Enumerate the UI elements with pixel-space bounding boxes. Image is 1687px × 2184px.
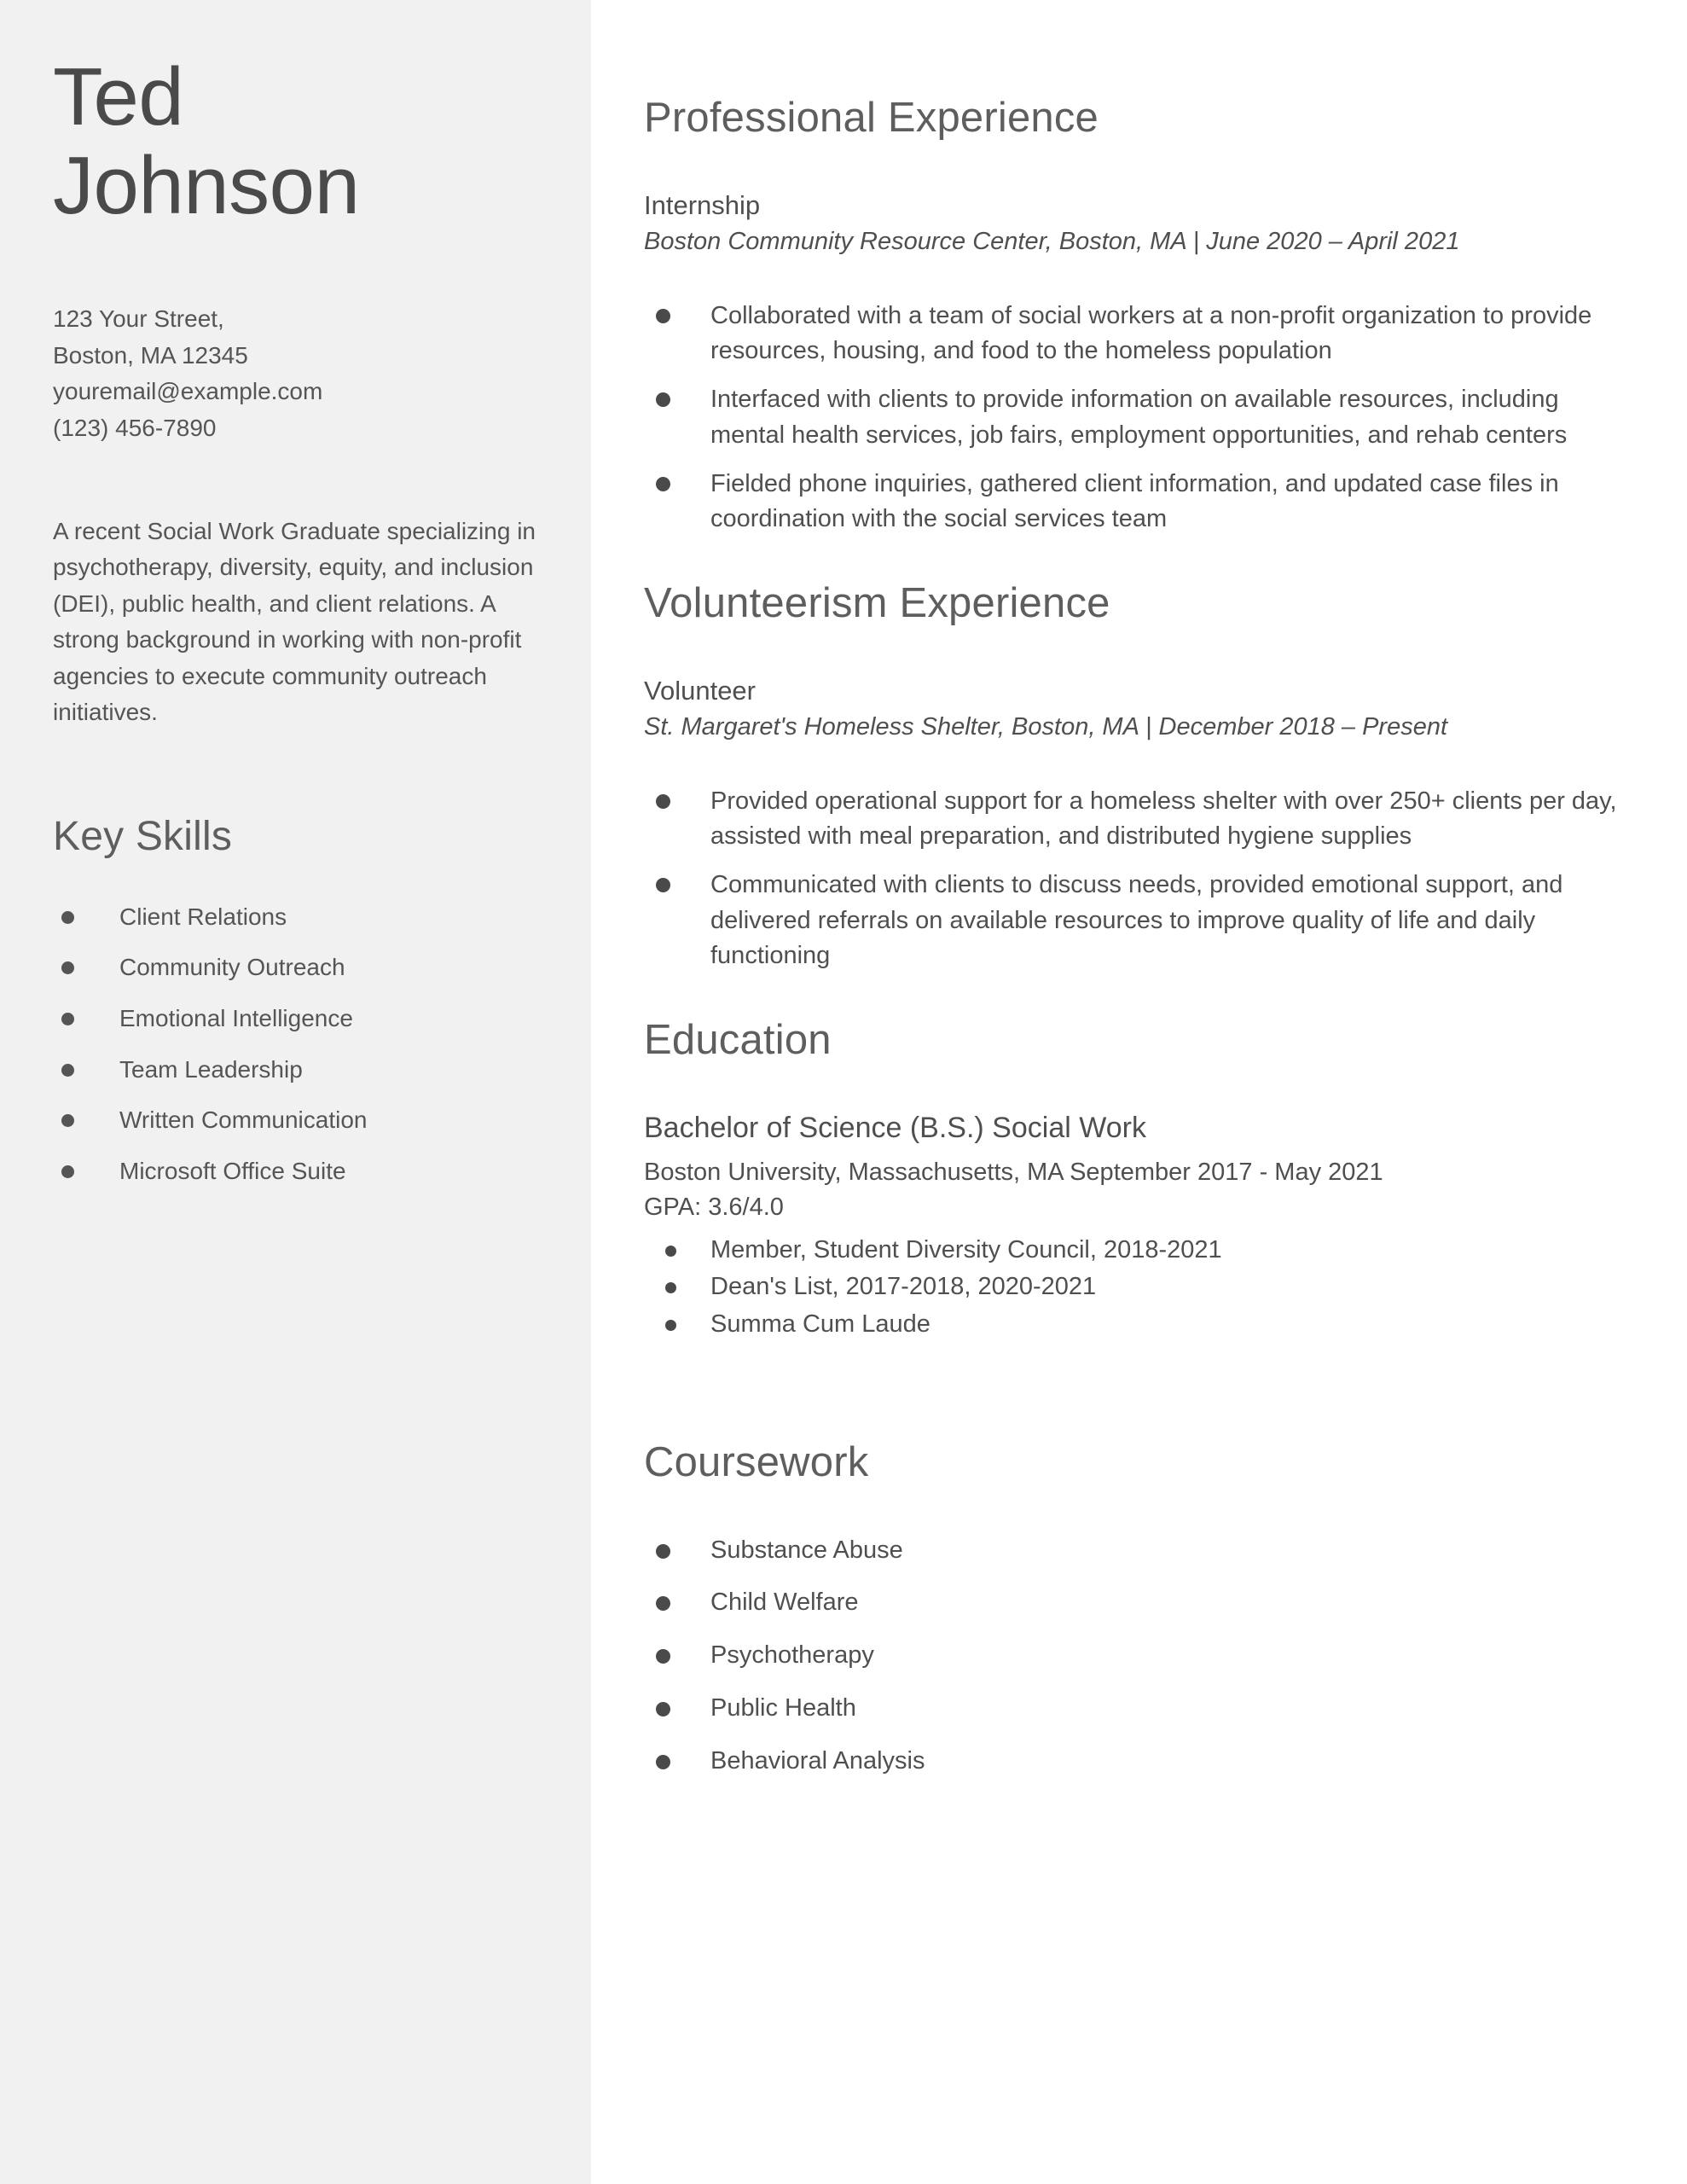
list-item: Child Welfare bbox=[644, 1588, 1627, 1618]
list-item: Summa Cum Laude bbox=[644, 1308, 1627, 1341]
list-item: Interfaced with clients to provide information on available resources, including mental health services, job fairs, employment opportunities, and rehab centers bbox=[644, 382, 1627, 452]
first-name: Ted bbox=[53, 51, 184, 142]
list-item: Collaborated with a team of social workers at a non-profit organization to provide resources, housing, and food to the homeless population bbox=[644, 299, 1627, 369]
list-item: Fielded phone inquiries, gathered client information, and updated case files in coordination with the social services team bbox=[644, 467, 1627, 537]
list-item: Provided operational support for a homeless shelter with over 250+ clients per day, assisted with meal preparation, and distributed hygiene supplies bbox=[644, 784, 1627, 854]
degree-title: Bachelor of Science (B.S.) Social Work bbox=[644, 1111, 1146, 1144]
list-item: Substance Abuse bbox=[644, 1536, 1627, 1565]
job-title: Internship bbox=[644, 190, 761, 220]
list-item: Public Health bbox=[644, 1693, 1627, 1723]
education-honors-list bbox=[644, 1234, 1627, 1340]
list-item: Psychotherapy bbox=[644, 1641, 1627, 1670]
main-column bbox=[591, 0, 1687, 2184]
list-item: Member, Student Diversity Council, 2018-2021 bbox=[644, 1234, 1627, 1267]
job-meta: Boston Community Resource Center, Boston, MA | June 2020 – April 2021 bbox=[644, 228, 1460, 255]
contact-phone[interactable]: (123) 456-7890 bbox=[53, 414, 217, 441]
school-line: Boston University, Massachusetts, MA September 2017 - May 2021 bbox=[644, 1158, 1383, 1186]
volunteer-meta: St. Margaret's Homeless Shelter, Boston, MA | December 2018 – Present bbox=[644, 713, 1448, 741]
volunteerism-experience-heading: Volunteerism Experience bbox=[644, 580, 1110, 627]
spacer bbox=[644, 1345, 1627, 1438]
contact-street: 123 Your Street, bbox=[53, 305, 224, 333]
contact-email[interactable]: youremail@example.com bbox=[53, 378, 323, 405]
list-item: Team Leadership bbox=[53, 1055, 544, 1084]
coursework-heading: Coursework bbox=[644, 1438, 869, 1485]
contact-block bbox=[53, 301, 544, 446]
section-professional-experience bbox=[644, 94, 1627, 537]
list-item: Microsoft Office Suite bbox=[53, 1157, 544, 1186]
education-heading: Education bbox=[644, 1016, 832, 1063]
candidate-name bbox=[53, 53, 544, 229]
list-item: Client Relations bbox=[53, 903, 544, 932]
last-name: Johnson bbox=[53, 139, 360, 231]
list-item: Dean's List, 2017-2018, 2020-2021 bbox=[644, 1270, 1627, 1304]
gpa-line: GPA: 3.6/4.0 bbox=[644, 1194, 784, 1222]
volunteerism-bullets bbox=[644, 784, 1627, 973]
key-skills-list bbox=[53, 903, 544, 1186]
professional-summary: A recent Social Work Graduate specializing in psychotherapy, diversity, equity, and inclusion (DEI), public health, and client relations. A strong background in working with non-profit agencies to execute community outreach initiatives. bbox=[53, 517, 536, 726]
section-education bbox=[644, 1016, 1627, 1341]
contact-city-state-zip: Boston, MA 12345 bbox=[53, 341, 248, 369]
list-item: Written Communication bbox=[53, 1106, 544, 1135]
key-skills-heading: Key Skills bbox=[53, 813, 233, 859]
section-volunteerism-experience bbox=[644, 579, 1627, 973]
professional-experience-heading: Professional Experience bbox=[644, 95, 1099, 141]
list-item: Community Outreach bbox=[53, 953, 544, 982]
coursework-list bbox=[644, 1536, 1627, 1776]
section-coursework bbox=[644, 1438, 1627, 1776]
list-item: Communicated with clients to discuss needs, provided emotional support, and delivered referrals on available resources to improve quality of life and daily functioning bbox=[644, 868, 1627, 973]
list-item: Emotional Intelligence bbox=[53, 1004, 544, 1033]
professional-experience-bullets bbox=[644, 299, 1627, 537]
volunteer-title: Volunteer bbox=[644, 676, 756, 706]
list-item: Behavioral Analysis bbox=[644, 1746, 1627, 1776]
sidebar bbox=[0, 0, 591, 2184]
